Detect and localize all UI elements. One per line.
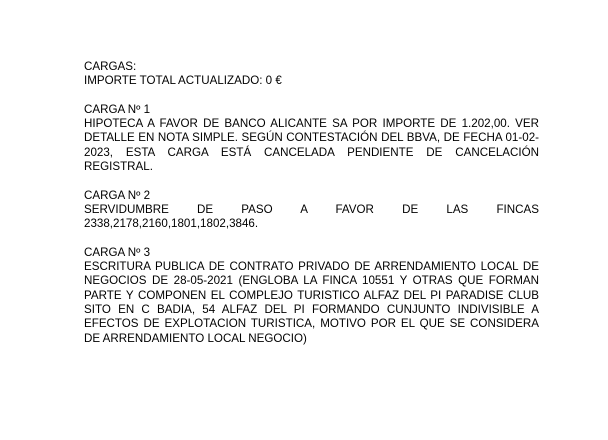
carga-1 (84, 103, 539, 174)
document-page (84, 60, 539, 360)
carga-3 (84, 246, 539, 346)
cargas-label: CARGAS: (84, 60, 137, 73)
carga-3-title: CARGA Nº 3 (84, 245, 151, 259)
carga-2-title: CARGA Nº 2 (84, 188, 151, 202)
cargas-summary (84, 60, 539, 89)
carga-2 (84, 189, 539, 232)
carga-1-text: HIPOTECA A FAVOR DE BANCO ALICANTE SA POR IMPORTE DE 1.202,00. VER DETALLE EN NOTA SIMPLE. SEGÚN CONTESTACIÓN DEL BBVA, DE FECHA 01-02-2023, ESTA CARGA ESTÁ CANCELADA PENDIENTE DE CANCELACIÓN REGISTRAL. (84, 117, 539, 174)
total-amount-line: IMPORTE TOTAL ACTUALIZADO: 0 € (84, 74, 282, 88)
carga-2-text: SERVIDUMBRE DE PASO A FAVOR DE LAS FINCAS 2338,2178,2160,1801,1802,3846. (84, 202, 539, 231)
carga-1-title: CARGA Nº 1 (84, 102, 151, 116)
carga-3-text: ESCRITURA PUBLICA DE CONTRATO PRIVADO DE ARRENDAMIENTO LOCAL DE NEGOCIOS DE 28-05-2021 (ENGLOBA LA FINCA 10551 Y OTRAS QUE FORMAN PARTE Y COMPONEN EL COMPLEJO TURISTICO ALFAZ DEL PI PARADISE CLUB SITO EN C BADIA, 54 ALFAZ DEL PI FORMANDO CUNJUNTO INDIVISIBLE A EFECTOS DE EXPLOTACION TURISTICA, MOTIVO POR EL QUE SE CONSIDERA DE ARRENDAMIENTO LOCAL NEGOCIO) (84, 260, 539, 345)
